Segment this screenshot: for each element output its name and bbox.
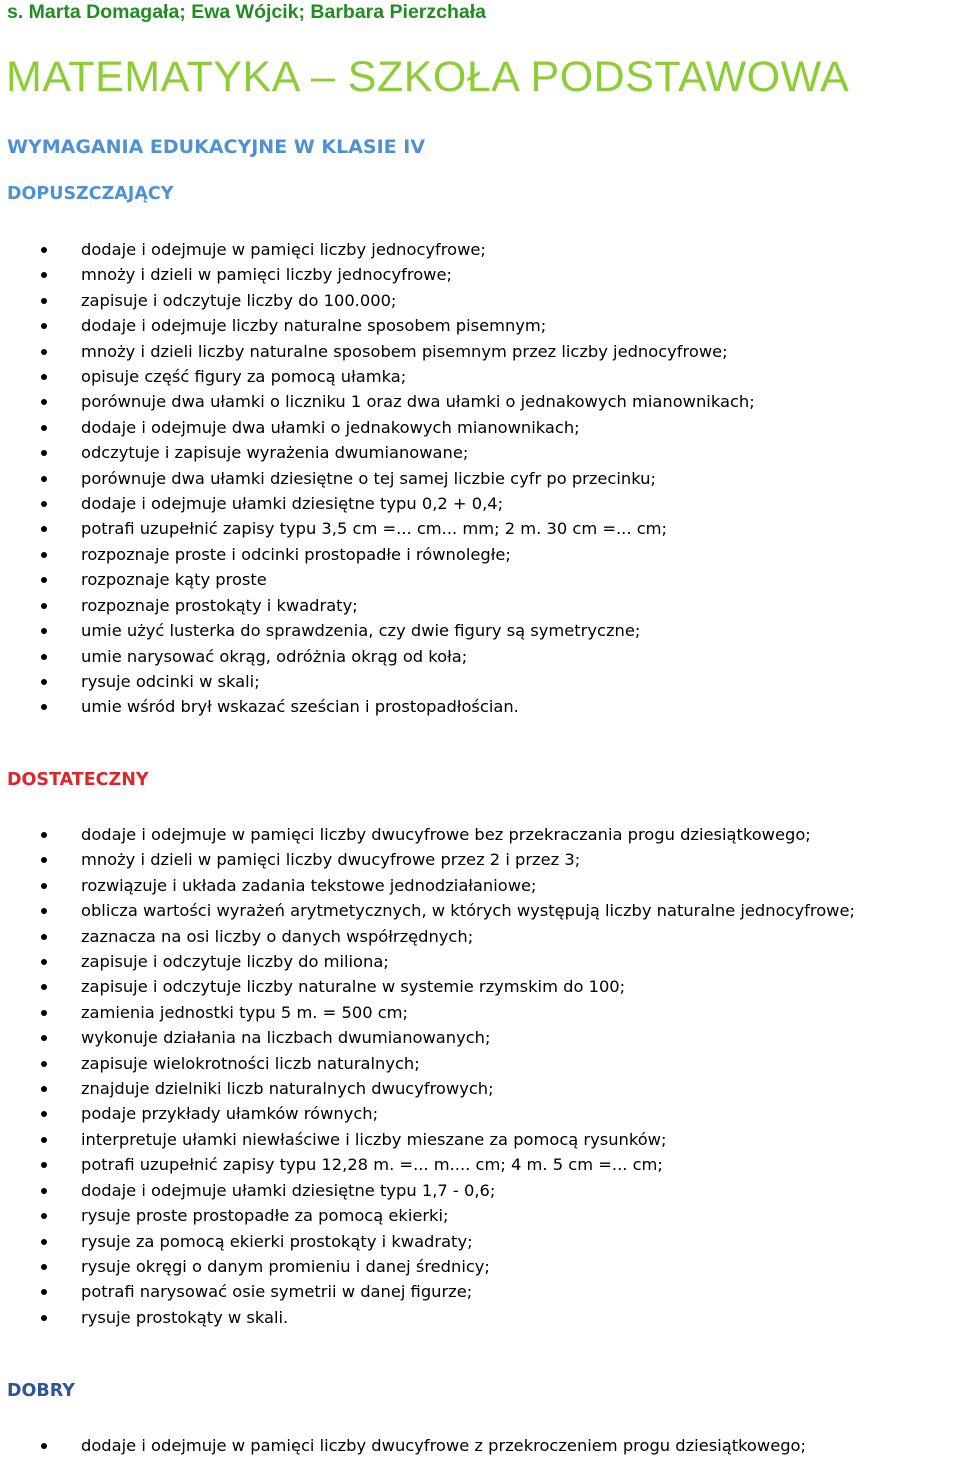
list-item: wykonuje działania na liczbach dwumianowanych; — [0, 1025, 960, 1050]
list-item: porównuje dwa ułamki dziesiętne o tej samej liczbie cyfr po przecinku; — [0, 466, 960, 491]
list-item: dodaje i odejmuje w pamięci liczby jednocyfrowe; — [0, 237, 960, 262]
list-item: porównuje dwa ułamki o liczniku 1 oraz dwa ułamki o jednakowych mianownikach; — [0, 389, 960, 414]
list-item: rysuje odcinki w skali; — [0, 669, 960, 694]
list-item: potrafi narysować osie symetrii w danej figurze; — [0, 1279, 960, 1304]
requirements-list-dopuszczajacy — [0, 237, 960, 720]
list-item: dodaje i odejmuje liczby naturalne sposobem pisemnym; — [0, 313, 960, 338]
list-item: rysuje okręgi o danym promieniu i danej średnicy; — [0, 1254, 960, 1279]
list-item: dodaje i odejmuje ułamki dziesiętne typu 0,2 + 0,4; — [0, 491, 960, 516]
list-item: odczytuje i zapisuje wyrażenia dwumianowane; — [0, 440, 960, 465]
list-item: dodaje i odejmuje w pamięci liczby dwucyfrowe bez przekraczania progu dziesiątkowego; — [0, 822, 960, 847]
list-item: umie wśród brył wskazać sześcian i prostopadłościan. — [0, 694, 960, 719]
document-title: MATEMATYKA – SZKOŁA PODSTAWOWA — [6, 53, 850, 101]
list-item: rysuje prostokąty w skali. — [0, 1305, 960, 1330]
list-item: rozpoznaje proste i odcinki prostopadłe i równoległe; — [0, 542, 960, 567]
list-item: zapisuje wielokrotności liczb naturalnych; — [0, 1051, 960, 1076]
list-item: zamienia jednostki typu 5 m. = 500 cm; — [0, 1000, 960, 1025]
list-item: znajduje dzielniki liczb naturalnych dwucyfrowych; — [0, 1076, 960, 1101]
list-item: dodaje i odejmuje w pamięci liczby dwucyfrowe z przekroczeniem progu dziesiątkowego; — [0, 1433, 960, 1458]
list-item: rozwiązuje i układa zadania tekstowe jednodziałaniowe; — [0, 873, 960, 898]
document-subtitle: WYMAGANIA EDUKACYJNE W KLASIE IV — [7, 136, 426, 158]
list-item: mnoży i dzieli liczby naturalne sposobem pisemnym przez liczby jednocyfrowe; — [0, 339, 960, 364]
section-heading-dobry: DOBRY — [7, 1381, 75, 1401]
list-item: dodaje i odejmuje ułamki dziesiętne typu 1,7 - 0,6; — [0, 1178, 960, 1203]
list-item: zapisuje i odczytuje liczby do miliona; — [0, 949, 960, 974]
list-item: rysuje za pomocą ekierki prostokąty i kwadraty; — [0, 1229, 960, 1254]
list-item: mnoży i dzieli w pamięci liczby jednocyfrowe; — [0, 262, 960, 287]
requirements-list-dobry — [0, 1433, 960, 1458]
list-item: potrafi uzupełnić zapisy typu 3,5 cm =... cm... mm; 2 m. 30 cm =... cm; — [0, 516, 960, 541]
list-item: rysuje proste prostopadłe za pomocą ekierki; — [0, 1203, 960, 1228]
list-item: potrafi uzupełnić zapisy typu 12,28 m. =... m.... cm; 4 m. 5 cm =... cm; — [0, 1152, 960, 1177]
section-heading-dostateczny: DOSTATECZNY — [7, 770, 149, 790]
list-item: opisuje część figury za pomocą ułamka; — [0, 364, 960, 389]
list-item: dodaje i odejmuje dwa ułamki o jednakowych mianownikach; — [0, 415, 960, 440]
section-heading-dopuszczajacy: DOPUSZCZAJĄCY — [7, 184, 174, 204]
list-item: umie użyć lusterka do sprawdzenia, czy dwie figury są symetryczne; — [0, 618, 960, 643]
list-item: mnoży i dzieli w pamięci liczby dwucyfrowe przez 2 i przez 3; — [0, 847, 960, 872]
requirements-list-dostateczny — [0, 822, 960, 1330]
list-item: zapisuje i odczytuje liczby do 100.000; — [0, 288, 960, 313]
list-item: interpretuje ułamki niewłaściwe i liczby mieszane za pomocą rysunków; — [0, 1127, 960, 1152]
list-item: zapisuje i odczytuje liczby naturalne w systemie rzymskim do 100; — [0, 974, 960, 999]
list-item: rozpoznaje kąty proste — [0, 567, 960, 592]
list-item: podaje przykłady ułamków równych; — [0, 1101, 960, 1126]
list-item: oblicza wartości wyrażeń arytmetycznych, w których występują liczby naturalne jednocyfrowe; — [0, 898, 871, 923]
list-item: umie narysować okrąg, odróżnia okrąg od koła; — [0, 644, 960, 669]
authors-line: s. Marta Domagała; Ewa Wójcik; Barbara Pierzchała — [7, 1, 487, 23]
list-item: rozpoznaje prostokąty i kwadraty; — [0, 593, 960, 618]
list-item: zaznacza na osi liczby o danych współrzędnych; — [0, 924, 960, 949]
